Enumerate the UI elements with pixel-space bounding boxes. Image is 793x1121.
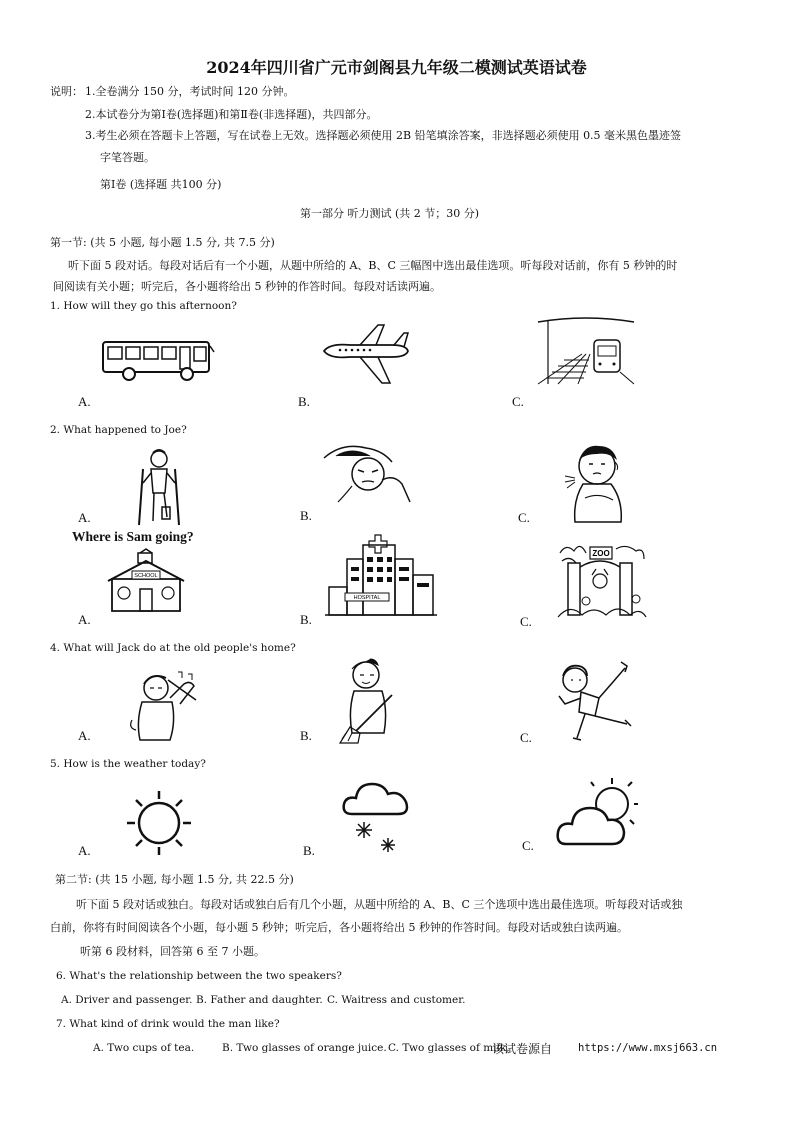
question-2: 2. What happened to Joe? <box>50 424 187 436</box>
dancing-boy-picture <box>555 662 635 744</box>
section2-desc-line2: 白前，你将有时间阅读各个小题，每小题 5 秒钟；听完后，各小题将给出 5 秒钟的作答时间。每段对话或独白读两遍。 <box>50 921 628 934</box>
subway-picture <box>538 320 634 384</box>
school-sign: SCHOOL <box>134 573 158 579</box>
page-title: 2024年四川省广元市剑阁县九年级二模测试英语试卷 <box>206 58 587 77</box>
source-label: 该试卷源自 <box>492 1042 553 1056</box>
section1-heading: 第一节: (共 5 小题, 每小题 1.5 分, 共 7.5 分) <box>50 236 275 249</box>
q6-option-a: A. Driver and passenger. <box>61 994 193 1006</box>
question-7: 7. What kind of drink would the man like? <box>56 1018 280 1030</box>
q3-option-c: C. <box>520 614 532 629</box>
q1-option-b: B. <box>298 394 310 409</box>
section2-heading: 第二节: (共 15 小题, 每小题 1.5 分, 共 22.5 分) <box>55 873 294 886</box>
q3-option-a: A. <box>78 612 91 627</box>
question-5: 5. How is the weather today? <box>50 758 206 770</box>
q6-option-b: B. Father and daughter. <box>196 994 323 1006</box>
sweeping-boy-picture <box>336 657 406 745</box>
q2-option-c: C. <box>518 510 530 525</box>
q5-option-a: A. <box>78 843 91 858</box>
question-4: 4. What will Jack do at the old people's home? <box>50 642 296 654</box>
q1-option-a: A. <box>78 394 91 409</box>
question-6: 6. What's the relationship between the two speakers? <box>56 970 342 982</box>
crutches-boy-picture <box>133 447 185 527</box>
airplane-picture <box>320 323 410 385</box>
q7-option-c: C. Two glasses of milk. <box>388 1042 510 1054</box>
q3-option-b: B. <box>300 612 312 627</box>
partly-cloudy-icon <box>556 778 638 848</box>
section1-desc-line2: 间阅读有关小题；听完后，各小题将给出 5 秒钟的作答时间。每段对话读两遍。 <box>53 280 441 293</box>
q5-option-b: B. <box>303 843 315 858</box>
q4-option-a: A. <box>78 728 91 743</box>
part-heading: 第一部分 听力测试 (共 2 节；30 分) <box>300 207 480 220</box>
source-url[interactable]: https://www.mxsj663.cn <box>578 1042 718 1054</box>
hospital-sign: HOSPITAL <box>353 595 381 601</box>
instructions-label: 说明： <box>50 85 83 98</box>
zoo-picture <box>556 543 646 621</box>
headache-picture <box>322 440 414 506</box>
q2-option-b: B. <box>300 508 312 523</box>
zoo-sign: ZOO <box>592 549 610 558</box>
cold-boy-picture <box>565 442 631 524</box>
school-picture <box>104 553 188 613</box>
question-1: 1. How will they go this afternoon? <box>50 300 237 312</box>
q4-option-b: B. <box>300 728 312 743</box>
violin-boy-picture <box>124 670 198 746</box>
instruction-2: 2.本试卷分为第Ⅰ卷(选择题)和第Ⅱ卷(非选择题)，共四部分。 <box>85 108 378 121</box>
instruction-3-line2: 字笔答题。 <box>100 151 155 164</box>
sunny-icon <box>126 790 192 856</box>
section2-desc-line1: 听下面 5 段对话或独白。每段对话或独白后有几个小题，从题中所给的 A、B、C 三个选项中选出最佳选项。听每段对话或独 <box>76 898 683 911</box>
volume-heading: 第Ⅰ卷 (选择题 共100 分) <box>100 178 222 191</box>
section1-desc-line1: 听下面 5 段对话。每段对话后有一个小题，从题中所给的 A、B、C 三幅图中选出最佳选项。听每段对话前，你有 5 秒钟的时 <box>68 259 678 272</box>
instruction-3-line1: 3.考生必须在答题卡上答题，写在试卷上无效。选择题必须使用 2B 铅笔填涂答案，非选择题必须使用 0.5 毫米黑色墨迹签 <box>85 129 682 142</box>
instruction-1: 1.全卷满分 150 分，考试时间 120 分钟。 <box>85 85 295 98</box>
q1-option-c: C. <box>512 394 524 409</box>
q6-option-c: C. Waitress and customer. <box>327 994 466 1006</box>
hospital-picture <box>325 535 437 617</box>
question-3: Where is Sam going? <box>72 529 194 544</box>
q7-option-a: A. Two cups of tea. <box>93 1042 195 1054</box>
q2-option-a: A. <box>78 510 91 525</box>
q5-option-c: C. <box>522 838 534 853</box>
snowy-icon <box>342 778 410 854</box>
bus-picture <box>102 338 214 382</box>
section2-material: 听第 6 段材料，回答第 6 至 7 小题。 <box>80 945 265 958</box>
q4-option-c: C. <box>520 730 532 745</box>
q7-option-b: B. Two glasses of orange juice. <box>222 1042 387 1054</box>
